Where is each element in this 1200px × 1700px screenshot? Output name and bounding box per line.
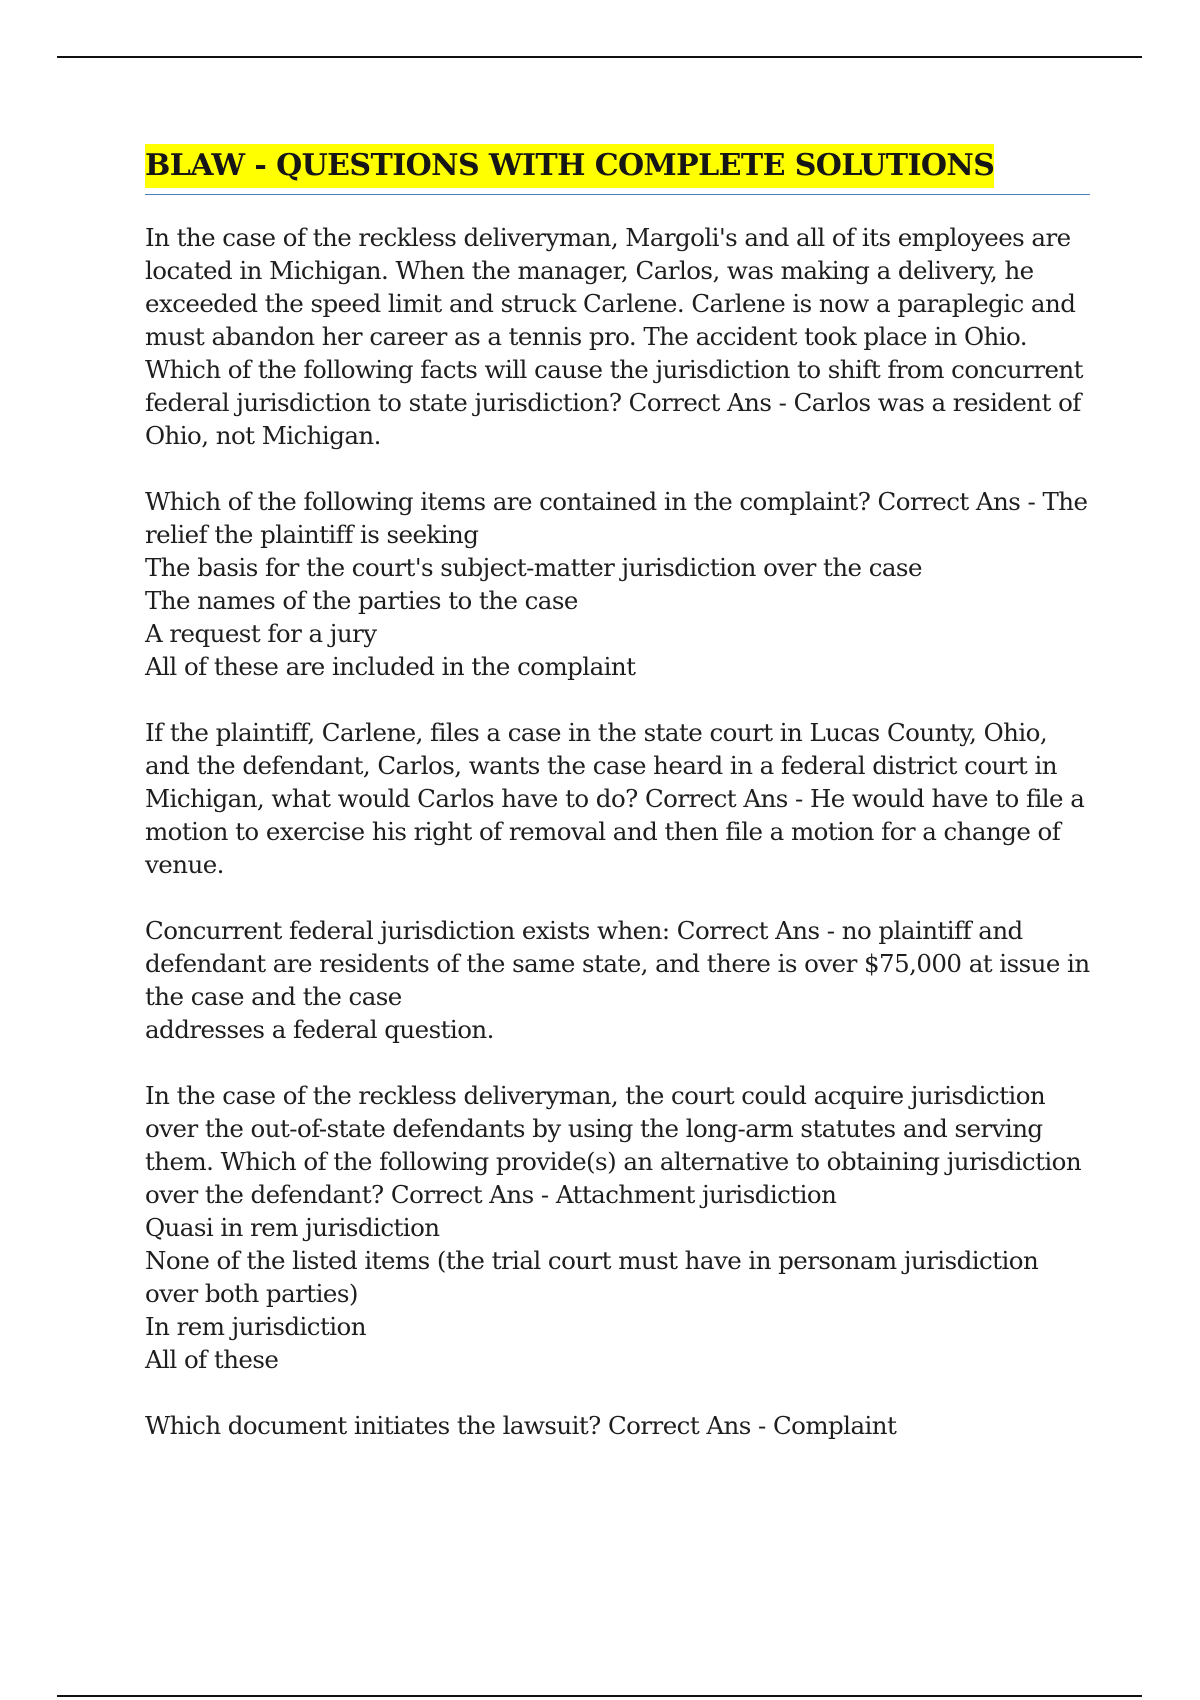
- qa-paragraph-4: Concurrent federal jurisdiction exists when: Correct Ans - no plaintiff and defendant are residents of the same state, and there is over $75,000 at issue in the case and the case addresses a federal question.: [145, 916, 1090, 1044]
- qa-paragraph-5: In the case of the reckless deliveryman, the court could acquire jurisdiction over the out-of-state defendants by using the long-arm statutes and serving them. Which of the following provide(s) an alternative to obtaining jurisdiction over the defendant? Correct Ans - Attachment jurisdiction Quasi in rem jurisdiction None of the listed items (the trial court must have in personam jurisdiction over both parties) In rem jurisdiction All of these: [145, 1081, 1082, 1374]
- qa-paragraph-1: In the case of the reckless deliveryman, Margoli's and all of its employees are located in Michigan. When the manager, Carlos, was making a delivery, he exceeded the speed limit and struck Carlene. Carlene is now a paraplegic and must abandon her career as a tennis pro. The accident took place in Ohio. Which of the following facts will cause the jurisdiction to shift from concurrent federal jurisdiction to state jurisdiction? Correct Ans - Carlos was a resident of Ohio, not Michigan.: [145, 223, 1083, 450]
- bottom-rule: [57, 1695, 1142, 1697]
- top-rule: [57, 56, 1142, 58]
- qa-paragraph-2: Which of the following items are contained in the complaint? Correct Ans - The relief the plaintiff is seeking The basis for the court's subject-matter jurisdiction over the case The names of the parties to the case A request for a jury All of these are included in the complaint: [145, 487, 1088, 681]
- document-body: [145, 144, 1090, 1475]
- title-block: [145, 144, 1090, 195]
- qa-paragraph-3: If the plaintiff, Carlene, files a case in the state court in Lucas County, Ohio, and the defendant, Carlos, wants the case heard in a federal district court in Michigan, what would Carlos have to do? Correct Ans - He would have to file a motion to exercise his right of removal and then file a motion for a change of venue.: [145, 718, 1085, 879]
- qa-paragraph-6: Which document initiates the lawsuit? Correct Ans - Complaint: [145, 1411, 897, 1440]
- document-title: BLAW - QUESTIONS WITH COMPLETE SOLUTIONS: [145, 144, 994, 188]
